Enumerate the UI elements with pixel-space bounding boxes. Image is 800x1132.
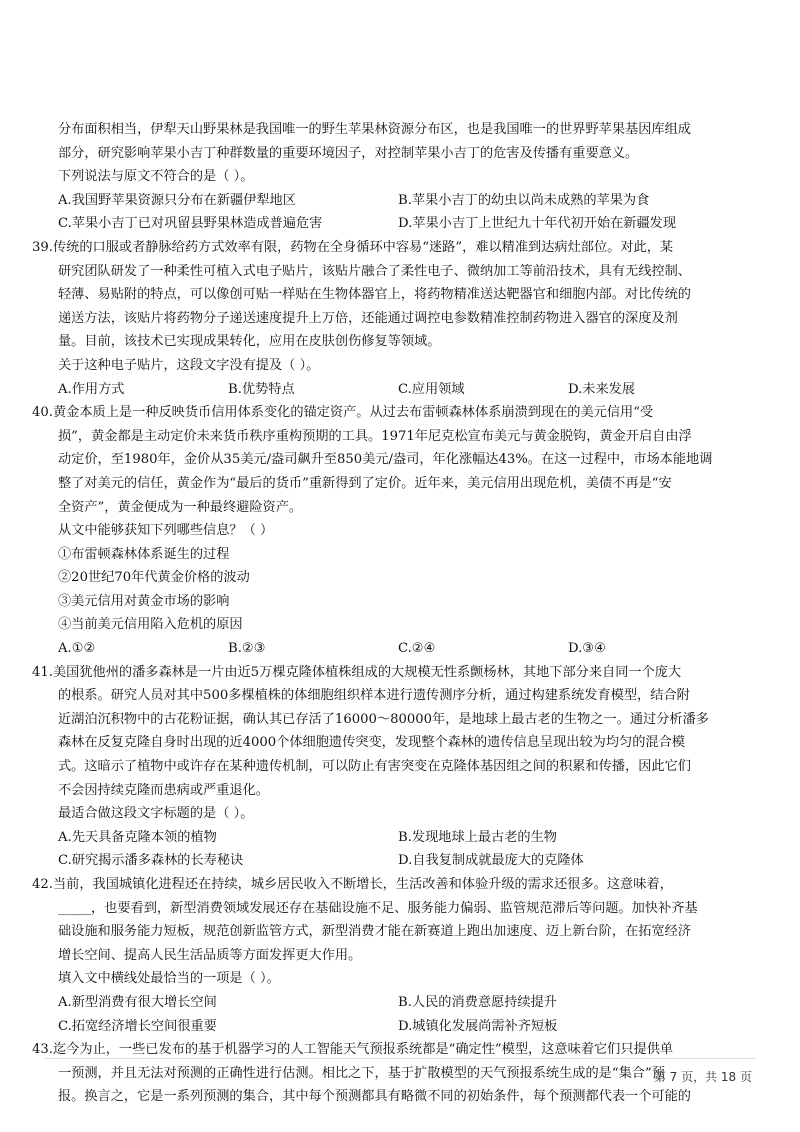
option-b[interactable]: B.发现地球上最古老的生物 [398, 829, 557, 845]
answer-options [58, 991, 758, 1038]
passage-line: 近湖泊沉积物中的古花粉证据，确认其已存活了16000～80000年，是地球上最古老的生物之一。通过分析潘多 [58, 711, 709, 727]
passage-line: 41.美国犹他州的潘多森林是一片由近5万棵克隆体植株组成的大规模无性系颤杨林，其地下部分来自同一个庞大 [32, 664, 682, 680]
statement-item: ②20世纪70年代黄金价格的波动 [58, 570, 250, 586]
question-stem: 填入文中横线处最恰当的一项是（ ）。 [58, 971, 280, 987]
option-b[interactable]: B.②③ [228, 641, 266, 657]
passage-line: 研究团队研发了一种柔性可植入式电子贴片，该贴片融合了柔性电子、微纳加工等前沿技术，具有无线控制、 [58, 263, 691, 279]
option-b[interactable]: B.优势特点 [228, 381, 295, 397]
question-stem: 最适合做这段文字标题的是（ ）。 [58, 806, 254, 822]
option-b[interactable]: B.苹果小吉丁的幼虫以尚未成熟的苹果为食 [398, 192, 650, 208]
question-42 [32, 873, 758, 1038]
page-number: 第 7 页，共 18 页 [653, 1070, 752, 1084]
passage-line: 部分，研究影响苹果小吉丁种群数量的重要环境因子，对控制苹果小吉丁的危害及传播有重要意义。 [58, 145, 639, 161]
passage-line: 轻薄、易贴附的特点，可以像创可贴一样贴在生物体器官上，将药物精准送达靶器官和细胞内部。对比传统的 [58, 287, 691, 303]
statement-item: ③美元信用对黄金市场的影响 [58, 593, 230, 609]
option-a[interactable]: A.①② [58, 641, 96, 657]
question-stem: 从文中能够获知下列哪些信息？（ ） [58, 523, 274, 539]
passage-line: 动定价，至1980年，金价从35美元/盎司飙升至850美元/盎司，年化涨幅达43%。在这一过程中，市场本能地调 [58, 452, 713, 468]
passage-line: 量。目前，该技术已实现成果转化，应用在皮肤创伤修复等领域。 [58, 334, 441, 350]
answer-options [58, 189, 758, 236]
option-d[interactable]: D.③④ [568, 641, 606, 657]
question-stem: 关于这种电子贴片，这段文字没有提及（ ）。 [58, 357, 320, 373]
passage-line: 整了对美元的信任，黄金作为“最后的货币”重新得到了定价。近年来，美元信用出现危机，美债不再是“安 [58, 475, 672, 491]
passage-line: 不会因持续克隆而患病或严重退化。 [58, 782, 269, 798]
statement-item: ①布雷顿森林体系诞生的过程 [58, 546, 230, 562]
option-c[interactable]: C.苹果小吉丁已对巩留县野果林造成普遍危害 [58, 216, 323, 232]
passage-line: 全资产”，黄金便成为一种最终避险资产。 [58, 499, 303, 515]
page-content [32, 118, 758, 1109]
option-a[interactable]: A.先天具备克隆本领的植物 [58, 829, 217, 845]
passage-line: 39.传统的口服或者静脉给药方式效率有限，药物在全身循环中容易“迷路”，难以精准到达病灶部位。对此，某 [32, 239, 674, 255]
question-40 [32, 401, 758, 661]
option-b[interactable]: B.人民的消费意愿持续提升 [398, 994, 557, 1010]
option-d[interactable]: D.自我复制成就最庞大的克隆体 [398, 853, 584, 869]
answer-options [58, 637, 758, 661]
option-a[interactable]: A.我国野苹果资源只分布在新疆伊犁地区 [58, 192, 296, 208]
option-c[interactable]: C.研究揭示潘多森林的长寿秘诀 [58, 853, 244, 869]
passage-line: 础设施和服务能力短板，规范创新监管方式，新型消费才能在新赛道上跑出加速度、迈上新台阶，在拓宽经济 [58, 924, 691, 940]
question-41 [32, 661, 758, 873]
answer-options [58, 378, 758, 402]
option-d[interactable]: D.城镇化发展尚需补齐短板 [398, 1018, 558, 1034]
q38-passage [58, 118, 758, 236]
passage-line: 增长空间、提高人民生活品质等方面发挥更大作用。 [58, 947, 362, 963]
passage-line: _____，也要看到，新型消费领域发展还存在基础设施不足、服务能力偏弱、监管规范滞后等问题。加快补齐基 [58, 900, 698, 916]
passage-line: 递送方法，该贴片将药物分子递送速度提升上万倍，还能通过调控电参数精准控制药物进入器官的深度及剂 [58, 310, 678, 326]
passage-line: 43.迄今为止，一些已发布的基于机器学习的人工智能天气预报系统都是“确定性”模型，这意味着它们只提供单 [32, 1042, 674, 1058]
option-a[interactable]: A.作用方式 [58, 381, 125, 397]
passage-line: 式。这暗示了植物中或许存在某种遗传机制，可以防止有害突变在克隆体基因组之间的积累和传播，因此它们 [58, 759, 691, 775]
question-39 [32, 236, 758, 401]
passage-line: 损”，黄金都是主动定价未来货币秩序重构预期的工具。1971年尼克松宣布美元与黄金脱钩，黄金开启自由浮 [58, 428, 692, 444]
passage-line: 报。换言之，它是一系列预测的集合，其中每个预测都具有略微不同的初始条件，每个预测都代表一个可能的 [58, 1089, 691, 1105]
passage-line: 森林在反复克隆自身时出现的近4000个体细胞遗传突变，发现整个森林的遗传信息呈现出较为均匀的混合模 [58, 735, 685, 751]
footer-divider [44, 1058, 756, 1059]
option-c[interactable]: C.应用领域 [398, 381, 465, 397]
passage-line: 分布面积相当，伊犁天山野果林是我国唯一的野生苹果林资源分布区，也是我国唯一的世界野苹果基因库组成 [58, 122, 691, 137]
option-d[interactable]: D.未来发展 [568, 381, 636, 397]
option-a[interactable]: A.新型消费有很大增长空间 [58, 994, 217, 1010]
question-stem: 下列说法与原文不符合的是（ ）。 [58, 169, 254, 185]
statement-item: ④当前美元信用陷入危机的原因 [58, 617, 243, 633]
answer-options [58, 826, 758, 873]
passage-line: 的根系。研究人员对其中500多棵植株的体细胞组织样本进行遗传测序分析，通过构建系统发育模型，结合附 [58, 688, 690, 704]
question-43 [32, 1038, 758, 1109]
passage-line: 42.当前，我国城镇化进程还在持续，城乡居民收入不断增长，生活改善和体验升级的需求还很多。这意味着， [32, 877, 673, 892]
passage-line: 40.黄金本质上是一种反映货币信用体系变化的锚定资产。从过去布雷顿森林体系崩溃到现在的美元信用“受 [32, 405, 654, 421]
option-d[interactable]: D.苹果小吉丁上世纪九十年代初开始在新疆发现 [398, 216, 677, 232]
option-c[interactable]: C.拓宽经济增长空间很重要 [58, 1018, 217, 1034]
option-c[interactable]: C.②④ [398, 641, 436, 657]
passage-line: 一预测，并且无法对预测的正确性进行估测。相比之下，基于扩散模型的天气预报系统生成的是“集合”预 [58, 1065, 665, 1081]
